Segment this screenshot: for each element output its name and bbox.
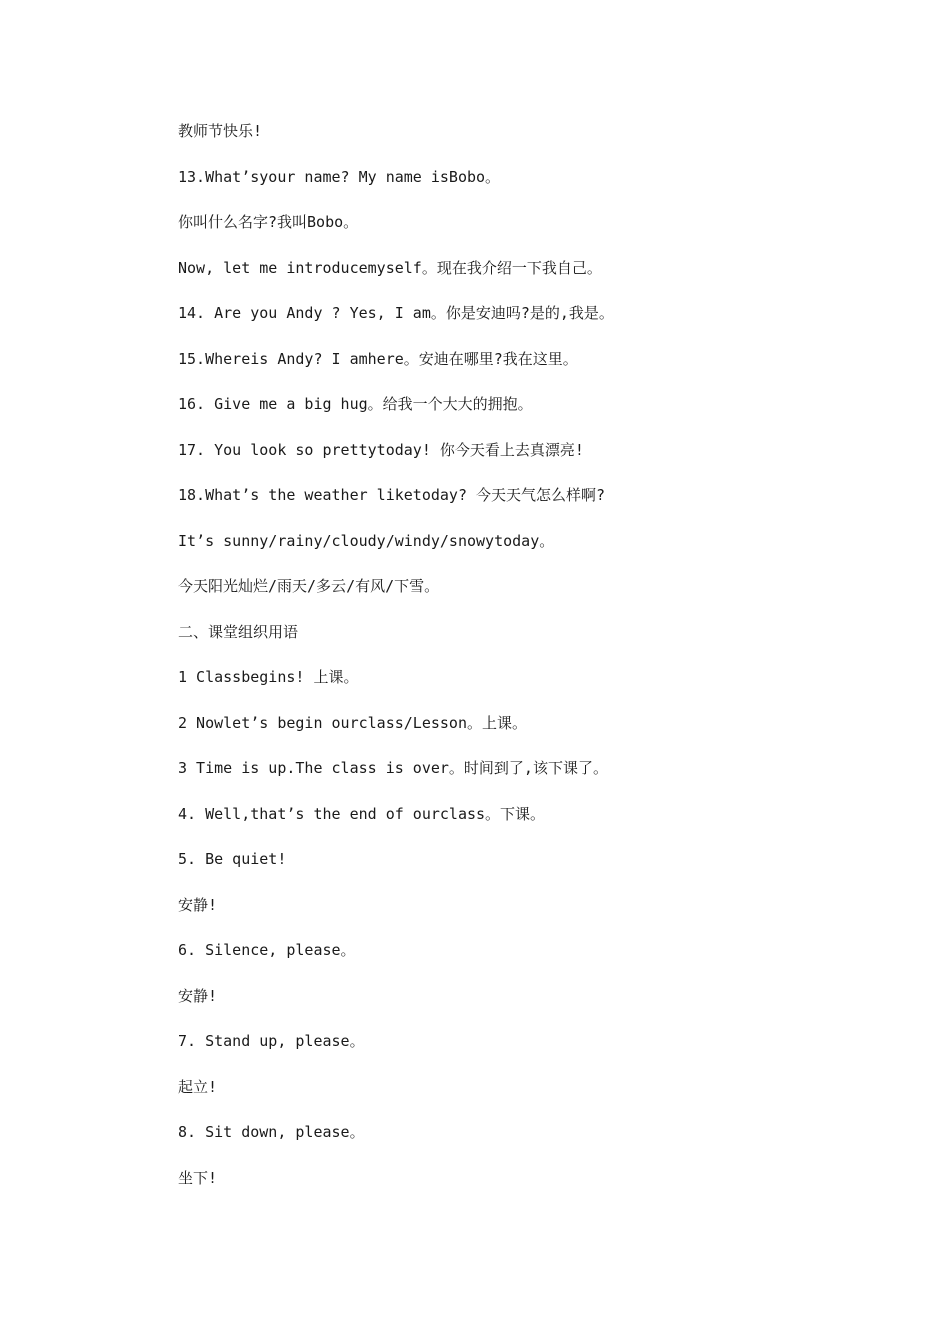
- text-line: 4. Well,that’s the end of ourclass。下课。: [178, 804, 546, 823]
- text-line: 18.What’s the weather liketoday? 今天天气怎么样啊?: [178, 486, 606, 504]
- text-line: 安静!: [178, 986, 218, 1005]
- text-line: 14. Are you Andy ? Yes, I am。你是安迪吗?是的,我是。: [178, 304, 614, 322]
- text-line: 16. Give me a big hug。给我一个大大的拥抱。: [178, 395, 533, 413]
- text-line: 3 Time is up.The class is over。时间到了,该下课了。: [178, 759, 608, 777]
- text-line: 教师节快乐!: [178, 122, 263, 140]
- text-line: 6. Silence, please。: [178, 941, 356, 959]
- text-line: 7. Stand up, please。: [178, 1032, 365, 1050]
- text-line: 13.What’syour name? My name isBobo。: [178, 167, 501, 186]
- text-line: 15.Whereis Andy? I amhere。安迪在哪里?我在这里。: [178, 349, 578, 368]
- text-line: 安静!: [178, 895, 218, 914]
- text-line: 起立!: [178, 1077, 218, 1096]
- text-line: 今天阳光灿烂/雨天/多云/有风/下雪。: [178, 577, 440, 595]
- text-line: 8. Sit down, please。: [178, 1123, 365, 1141]
- document-body: [178, 117, 878, 1209]
- text-line: 2 Nowlet’s begin ourclass/Lesson。上课。: [178, 713, 527, 732]
- text-line: 坐下!: [178, 1168, 218, 1187]
- text-line: 你叫什么名字?我叫Bobo。: [178, 213, 359, 231]
- text-line: Now, let me introducemyself。现在我介绍一下我自己。: [178, 258, 602, 277]
- text-line: 1 Classbegins! 上课。: [178, 668, 359, 686]
- text-line: It’s sunny/rainy/cloudy/windy/snowytoday。: [178, 531, 555, 550]
- text-line: 17. You look so prettytoday! 你今天看上去真漂亮!: [178, 440, 584, 459]
- text-line: 5. Be quiet!: [178, 850, 287, 868]
- section-heading: 二、课堂组织用语: [178, 622, 299, 641]
